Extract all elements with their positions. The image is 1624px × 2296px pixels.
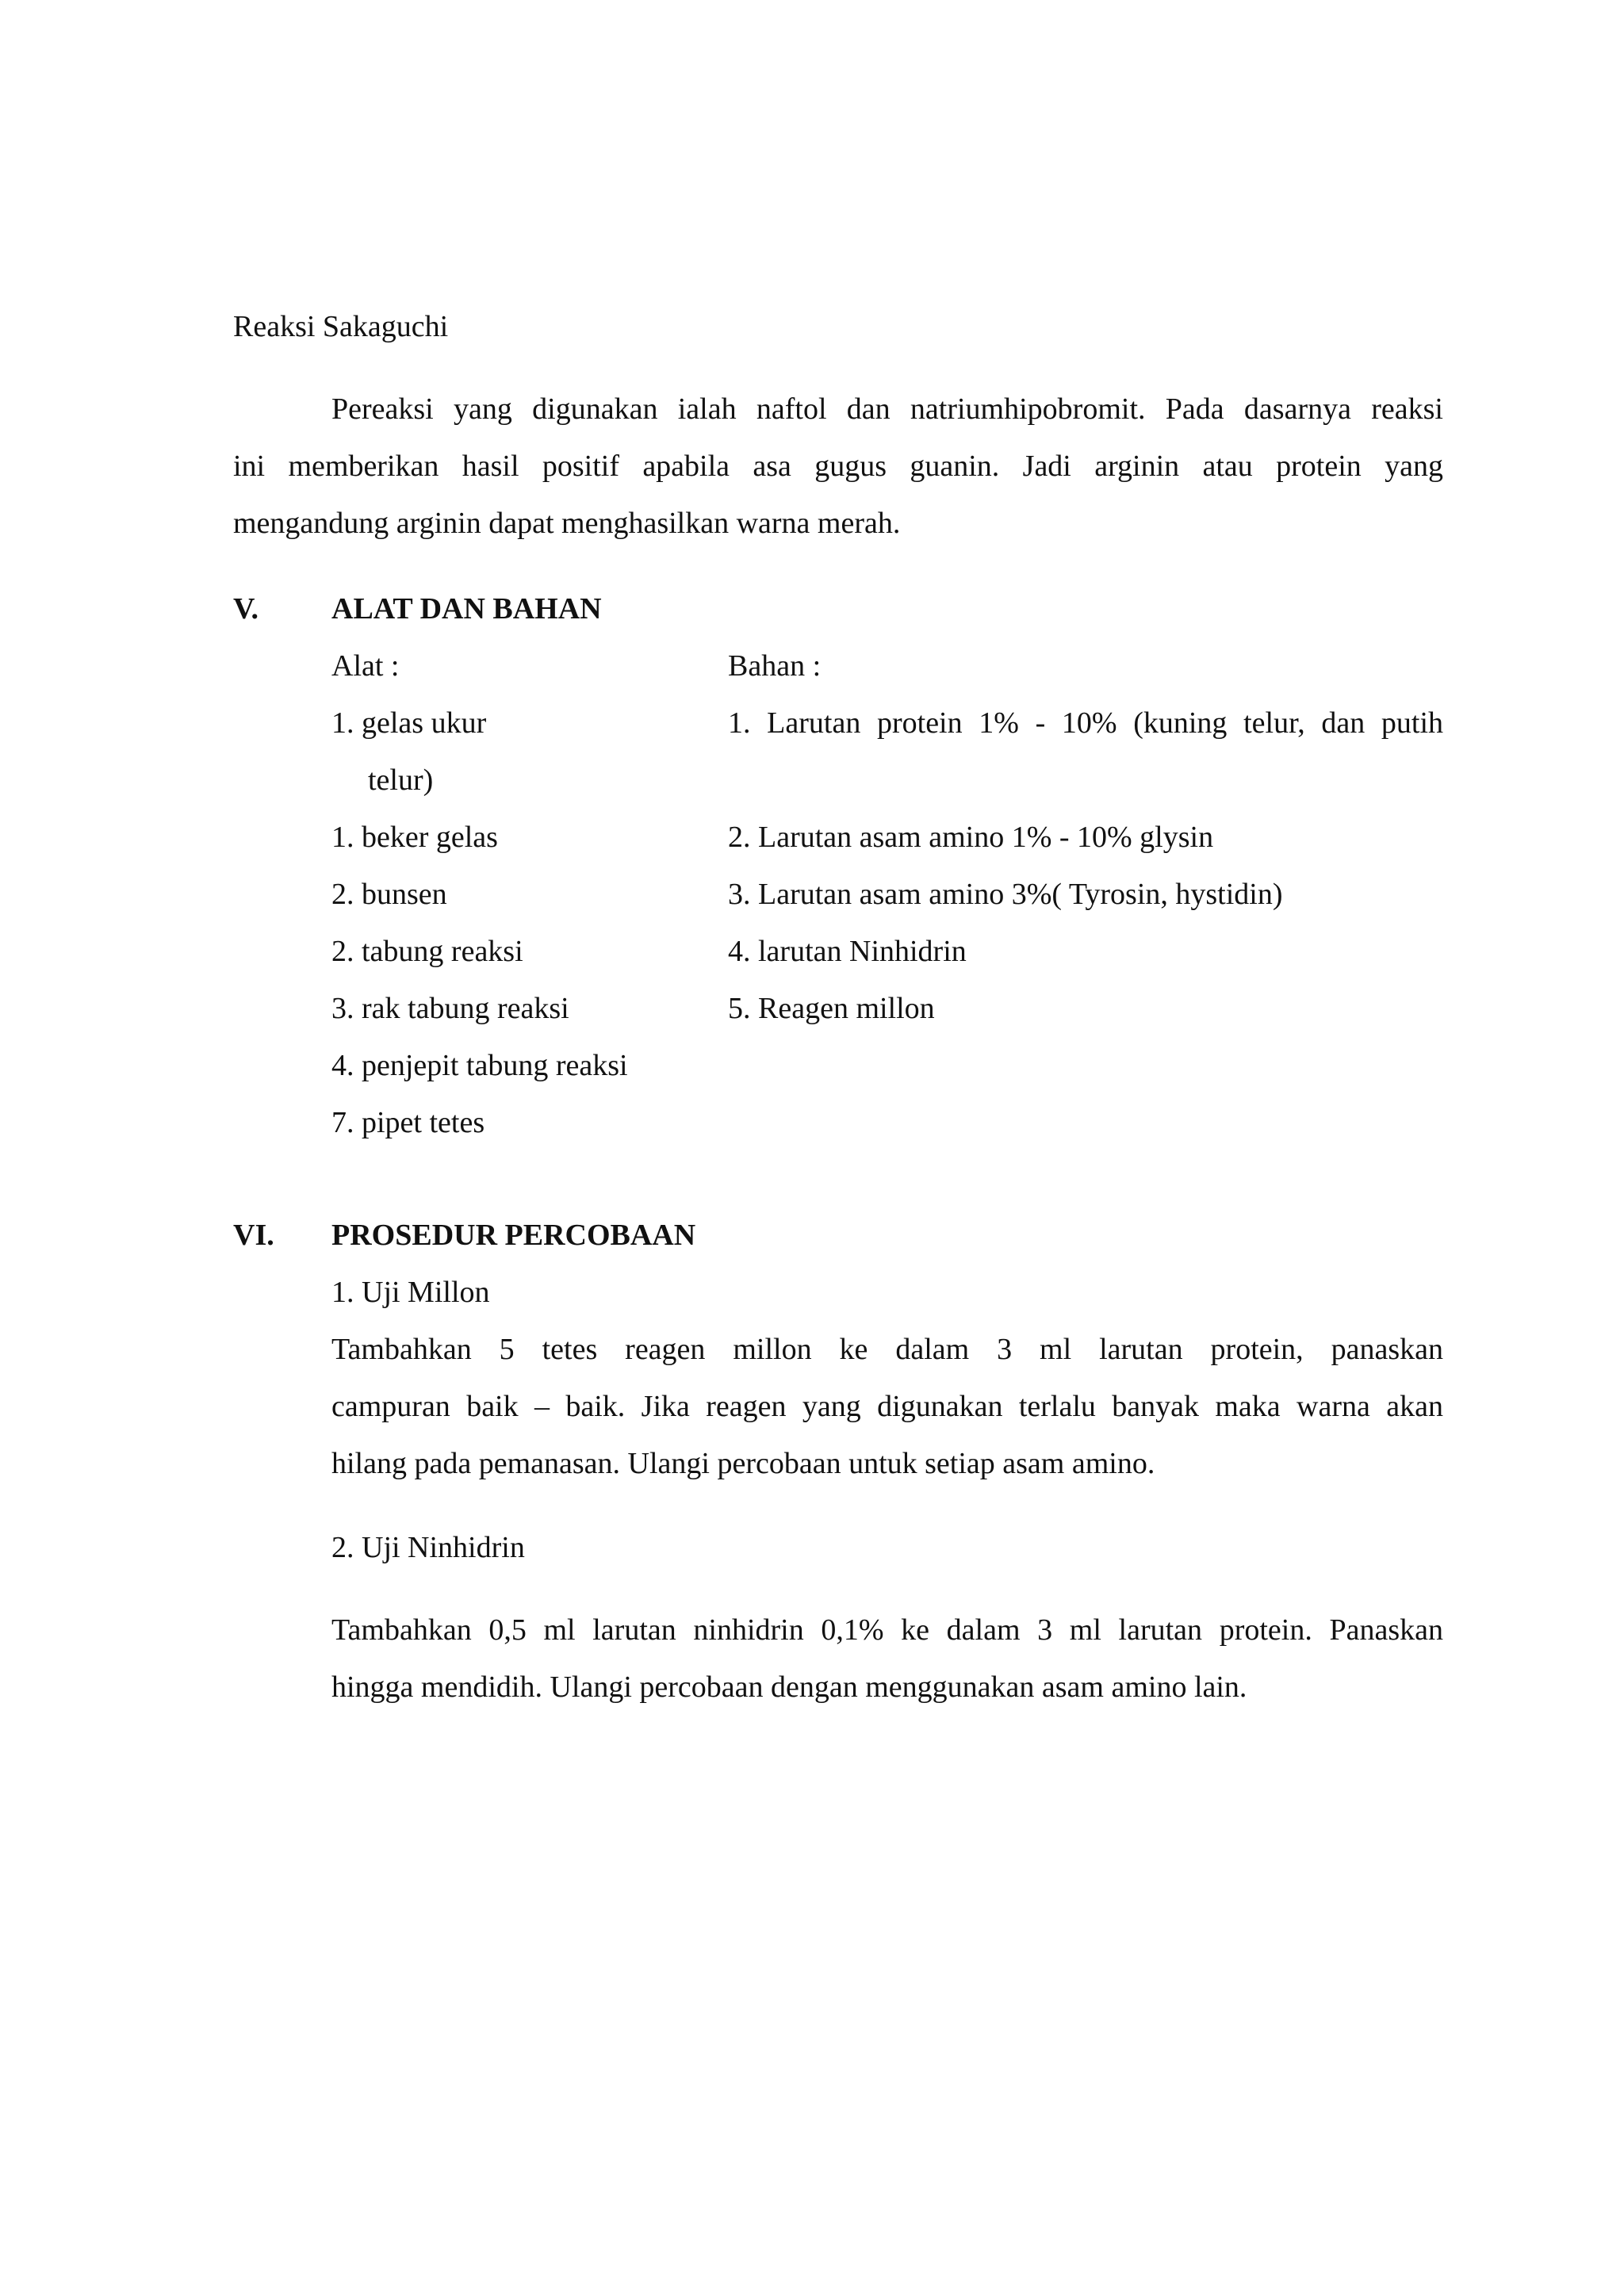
alat-item: 3. rak tabung reaksi: [331, 992, 569, 1025]
alat-item: 1. gelas ukur: [331, 706, 487, 740]
alat-header: Alat :: [331, 649, 400, 683]
section-vi-title: PROSEDUR PERCOBAAN: [331, 1219, 696, 1252]
uji-ninhidrin-heading: 2. Uji Ninhidrin: [331, 1531, 525, 1564]
bahan-item: 3. Larutan asam amino 3%( Tyrosin, hystidin): [728, 878, 1283, 911]
bahan-item: 2. Larutan asam amino 1% - 10% glysin: [728, 821, 1214, 854]
bahan-item: 1. Larutan protein 1% - 10% (kuning telur, dan putih: [728, 706, 1443, 740]
section-vi-number: VI.: [233, 1219, 274, 1252]
intro-paragraph-line-2: ini memberikan hasil positif apabila asa gugus guanin. Jadi arginin atau protein yang: [233, 450, 1443, 483]
alat-item: 2. tabung reaksi: [331, 935, 523, 968]
alat-item: 4. penjepit tabung reaksi: [331, 1049, 628, 1082]
millon-paragraph-line-1: Tambahkan 5 tetes reagen millon ke dalam 3 ml larutan protein, panaskan: [331, 1333, 1443, 1366]
ninhidrin-paragraph-line-1: Tambahkan 0,5 ml larutan ninhidrin 0,1% ke dalam 3 ml larutan protein. Panaskan: [331, 1613, 1443, 1647]
millon-paragraph-line-3: hilang pada pemanasan. Ulangi percobaan untuk setiap asam amino.: [331, 1447, 1155, 1480]
section-v-title: ALAT DAN BAHAN: [331, 592, 602, 626]
bahan-item: 4. larutan Ninhidrin: [728, 935, 967, 968]
bahan-item: 5. Reagen millon: [728, 992, 935, 1025]
intro-paragraph-line-3: mengandung arginin dapat menghasilkan warna merah.: [233, 507, 901, 540]
bahan-header: Bahan :: [728, 649, 822, 683]
section-v-number: V.: [233, 592, 259, 626]
heading-reaksi-sakaguchi: Reaksi Sakaguchi: [233, 310, 449, 343]
alat-item: 2. bunsen: [331, 878, 447, 911]
alat-item: 7. pipet tetes: [331, 1106, 485, 1139]
uji-millon-heading: 1. Uji Millon: [331, 1276, 490, 1309]
intro-paragraph-line-1: Pereaksi yang digunakan ialah naftol dan natriumhipobromit. Pada dasarnya reaksi: [331, 392, 1443, 426]
alat-item-continuation: telur): [368, 763, 434, 797]
alat-item: 1. beker gelas: [331, 821, 498, 854]
millon-paragraph-line-2: campuran baik – baik. Jika reagen yang digunakan terlalu banyak maka warna akan: [331, 1390, 1443, 1423]
ninhidrin-paragraph-line-2: hingga mendidih. Ulangi percobaan dengan menggunakan asam amino lain.: [331, 1670, 1247, 1704]
